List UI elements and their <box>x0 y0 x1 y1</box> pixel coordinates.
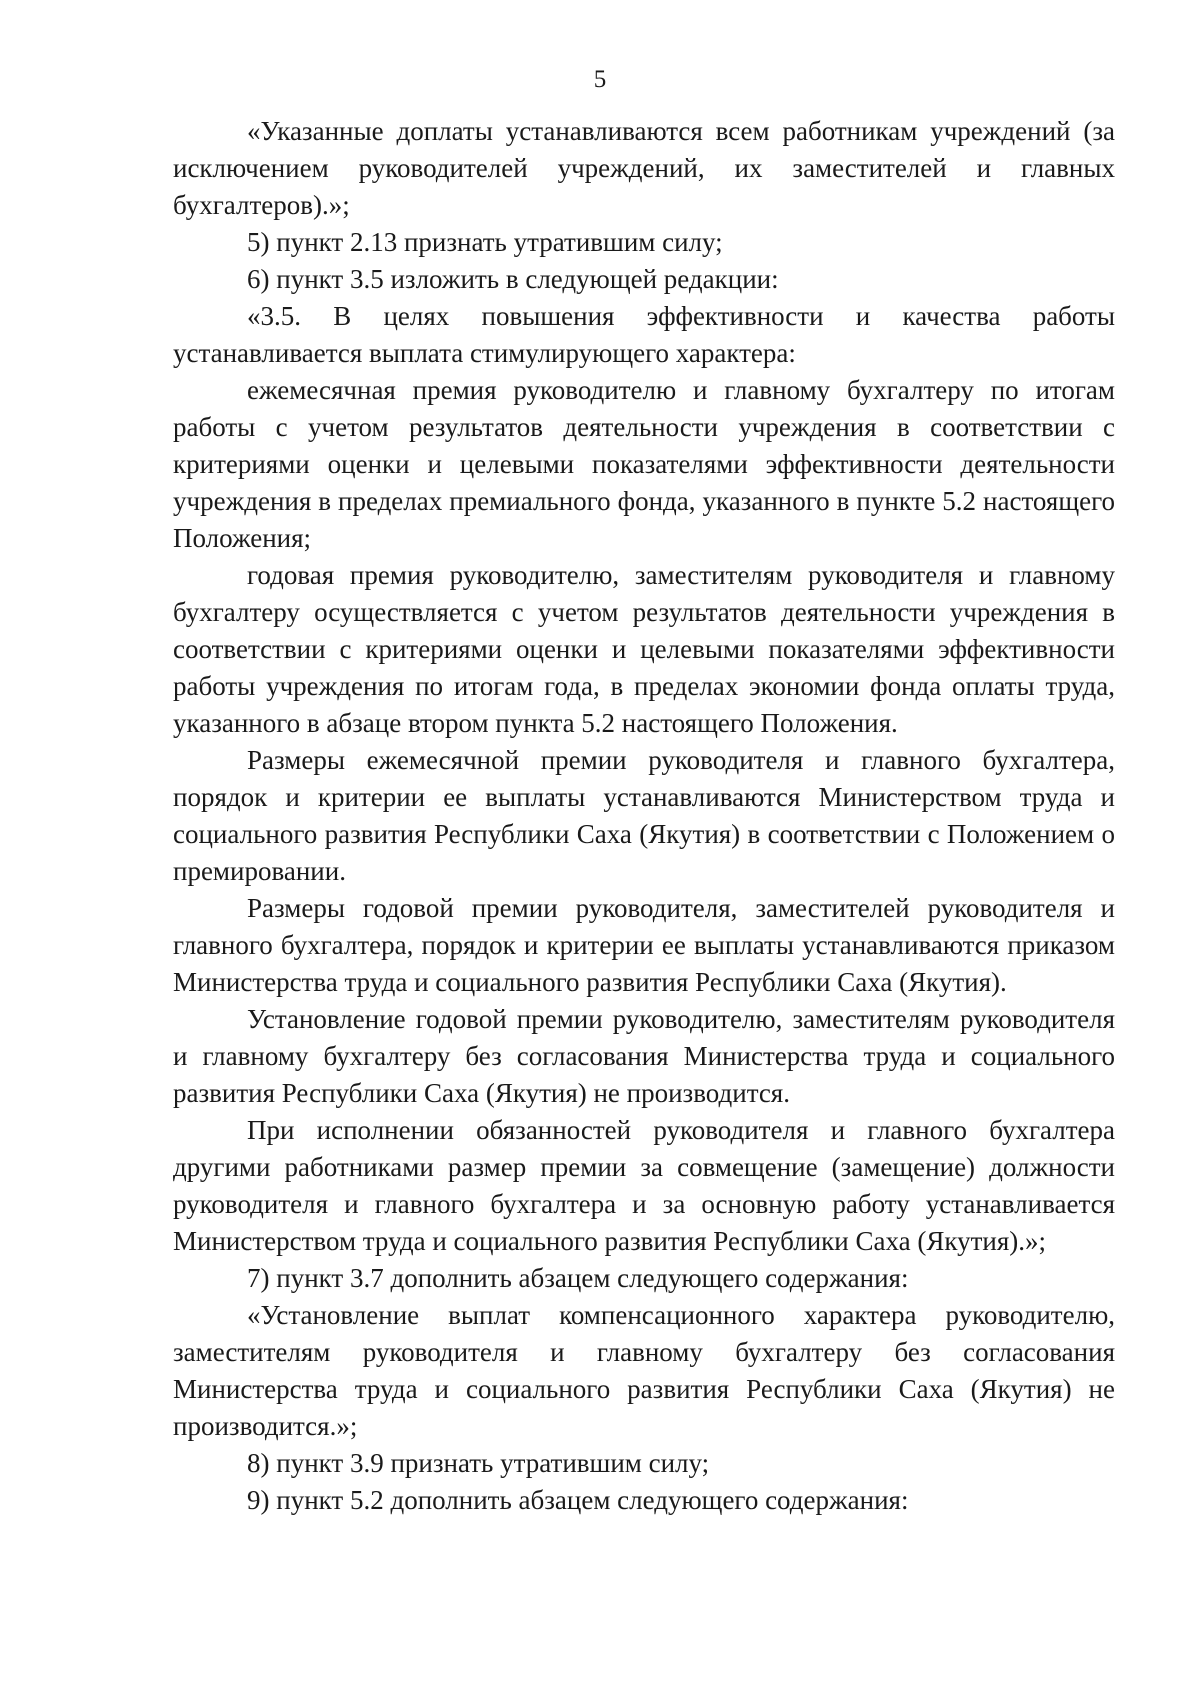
paragraph-clause-3-5: «3.5. В целях повышения эффективности и качества работы устанавливается выплата стимулирующего характера: <box>173 301 1115 368</box>
paragraph-substitution: При исполнении обязанностей руководителя и главного бухгалтера другими работниками размер премии за совмещение (замещение) должности руководителя и главного бухгалтера и за основную работу устанавливается Министерством труда и социального развития Республики Саха (Якутия).»; <box>173 1115 1115 1256</box>
paragraph-item-5: 5) пункт 2.13 признать утратившим силу; <box>247 227 723 257</box>
paragraph-annual-bonus-approval: Установление годовой премии руководителю, заместителям руководителя и главному бухгалтеру без согласования Министерства труда и социального развития Республики Саха (Якутия) не производится. <box>173 1004 1115 1108</box>
document-body <box>173 113 1115 1519</box>
paragraph-note-allowances: «Указанные доплаты устанавливаются всем работникам учреждений (за исключением руководителей учреждений, их заместителей и главных бухгалтеров).»; <box>173 116 1115 220</box>
paragraph-annual-bonus: годовая премия руководителю, заместителям руководителя и главному бухгалтеру осуществляется с учетом результатов деятельности учреждения в соответствии с критериями оценки и целевыми показателями эффективности работы учреждения по итогам года, в пределах экономии фонда оплаты труда, указанного в абзаце втором пункта 5.2 настоящего Положения. <box>173 560 1115 738</box>
paragraph-item-8: 8) пункт 3.9 признать утратившим силу; <box>247 1448 710 1478</box>
paragraph-annual-bonus-size: Размеры годовой премии руководителя, заместителей руководителя и главного бухгалтера, порядок и критерии ее выплаты устанавливаются приказом Министерства труда и социального развития Республики Саха (Якутия). <box>173 893 1115 997</box>
page-number: 5 <box>593 66 607 93</box>
paragraph-compensation-approval: «Установление выплат компенсационного характера руководителю, заместителям руководителя и главному бухгалтеру без согласования Министерства труда и социального развития Республики Саха (Якутия) не производится.»; <box>173 1300 1115 1441</box>
paragraph-item-9: 9) пункт 5.2 дополнить абзацем следующего содержания: <box>247 1485 909 1515</box>
paragraph-item-6: 6) пункт 3.5 изложить в следующей редакции: <box>247 264 779 294</box>
paragraph-monthly-bonus-size: Размеры ежемесячной премии руководителя и главного бухгалтера, порядок и критерии ее выплаты устанавливаются Министерством труда и социального развития Республики Саха (Якутия) в соответствии с Положением о премировании. <box>173 745 1115 886</box>
paragraph-item-7: 7) пункт 3.7 дополнить абзацем следующего содержания: <box>247 1263 909 1293</box>
paragraph-monthly-bonus: ежемесячная премия руководителю и главному бухгалтеру по итогам работы с учетом результатов деятельности учреждения в соответствии с критериями оценки и целевыми показателями эффективности деятельности учреждения в пределах премиального фонда, указанного в пункте 5.2 настоящего Положения; <box>173 375 1115 553</box>
